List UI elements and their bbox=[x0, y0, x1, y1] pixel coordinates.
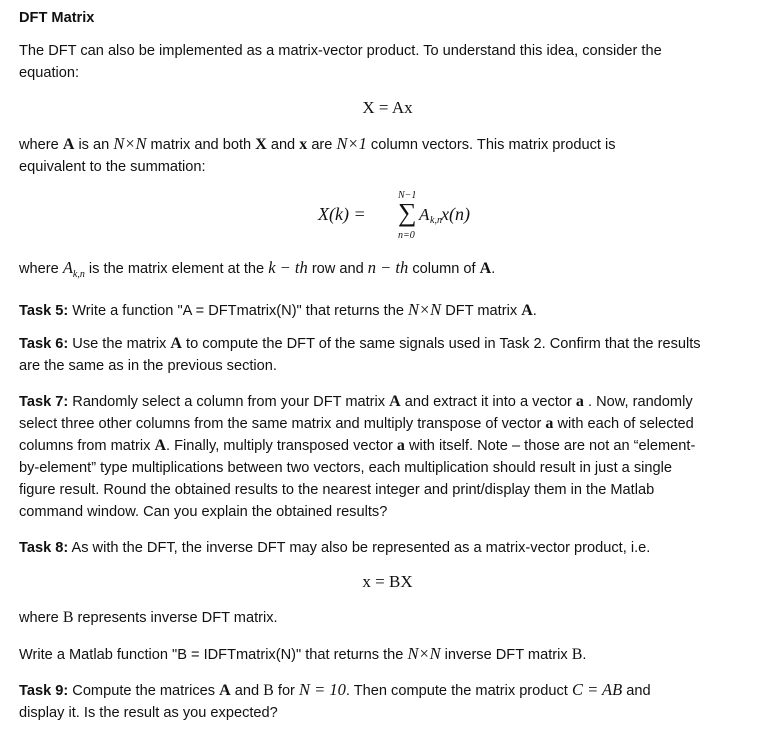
task-8-label: Task 8: bbox=[19, 540, 69, 556]
where-word: where bbox=[19, 137, 59, 153]
task-7-line-3c: with itself. Note – those are not an “element- bbox=[408, 438, 696, 454]
summation-lower-limit: n=0 bbox=[398, 230, 415, 241]
task-9-c-equals-ab: C = AB bbox=[571, 680, 623, 699]
vector-x-upper-symbol: X bbox=[255, 136, 267, 153]
task-7-vector-a-symbol: a bbox=[575, 393, 584, 410]
task-5-label: Task 5: bbox=[19, 303, 69, 319]
task-7-text: Randomly select a column from your DFT matrix bbox=[72, 394, 386, 410]
task-5-text: Write a function "A = DFTmatrix(N)" that returns the bbox=[72, 303, 404, 319]
task-7-vector-a-symbol-3: a bbox=[396, 437, 405, 454]
task-5-text-2: DFT matrix bbox=[445, 303, 518, 319]
intro-paragraph bbox=[19, 40, 761, 84]
task-9-paragraph bbox=[19, 679, 761, 724]
task-9-b-symbol: B bbox=[263, 682, 274, 699]
task-7-line-3a: columns from matrix bbox=[19, 438, 151, 454]
task-6-text-2: to compute the DFT of the same signals used in Task 2. Confirm that the results bbox=[186, 336, 701, 352]
task-9-and: and bbox=[234, 683, 260, 699]
task-9-text-3: and bbox=[626, 683, 651, 699]
n-by-1-symbol: N×1 bbox=[336, 134, 367, 153]
column-of-text: column of bbox=[412, 261, 476, 277]
task-6-a-symbol: A bbox=[170, 335, 182, 352]
task-8-text: As with the DFT, the inverse DFT may also be represented as a matrix-vector product, i.e. bbox=[71, 540, 651, 556]
summation-lhs: X(k) = bbox=[318, 204, 366, 224]
task-5-period: . bbox=[532, 303, 537, 319]
task-6-paragraph bbox=[19, 333, 761, 377]
task-9-a-symbol: A bbox=[219, 682, 231, 699]
task-9-text-2: . Then compute the matrix product bbox=[345, 683, 568, 699]
task-5-nxn-symbol: N×N bbox=[408, 300, 442, 319]
vector-x-lower-symbol: x bbox=[299, 136, 308, 153]
matrix-both-text: matrix and both bbox=[150, 137, 252, 153]
write-function-paragraph bbox=[19, 643, 761, 666]
task-7-line-2a: select three other columns from the same matrix and multiply transpose of vector bbox=[19, 416, 542, 432]
matrix-a-symbol-2: A bbox=[479, 260, 492, 277]
write-function-text-2: inverse DFT matrix bbox=[444, 647, 568, 663]
where-word-3: where bbox=[19, 610, 59, 626]
where-paragraph-3 bbox=[19, 607, 761, 629]
summation-term-subscript: k,n bbox=[430, 215, 442, 226]
summation-equation bbox=[318, 190, 478, 240]
task-9-label: Task 9: bbox=[19, 683, 69, 699]
task-7-label: Task 7: bbox=[19, 394, 69, 410]
task-5-paragraph bbox=[19, 299, 761, 322]
k-th-symbol: k − th bbox=[268, 258, 308, 277]
write-b-symbol: B bbox=[571, 646, 583, 663]
task-7-vector-a-symbol-2: a bbox=[545, 415, 554, 432]
task-9-line-2: display it. Is the result as you expected? bbox=[19, 705, 278, 721]
is-an-text: is an bbox=[78, 137, 110, 153]
task-7-a-symbol-2: A bbox=[154, 437, 166, 454]
matrix-element-text: is the matrix element at the bbox=[88, 261, 265, 277]
column-vectors-text: column vectors. This matrix product is bbox=[370, 137, 616, 153]
n-th-symbol: n − th bbox=[367, 258, 409, 277]
where-word-2: where bbox=[19, 261, 59, 277]
task-6-line-2: are the same as in the previous section. bbox=[19, 358, 277, 374]
task-6-label: Task 6: bbox=[19, 336, 69, 352]
write-function-text: Write a Matlab function "B = IDFTmatrix(N)" that returns the bbox=[19, 647, 404, 663]
where-paragraph-2 bbox=[19, 257, 761, 286]
inverse-dft-text: represents inverse DFT matrix. bbox=[77, 610, 278, 626]
matrix-b-symbol: B bbox=[62, 609, 74, 626]
task-7-line-2b: with each of selected bbox=[557, 416, 694, 432]
summation-upper-limit: N−1 bbox=[398, 190, 417, 201]
write-nxn-symbol: N×N bbox=[407, 644, 441, 663]
matrix-a-symbol: A bbox=[62, 136, 75, 153]
task-7-paragraph bbox=[19, 391, 761, 523]
task-6-text: Use the matrix bbox=[72, 336, 167, 352]
intro-line-2: equation: bbox=[19, 65, 80, 81]
element-a-subscript: k,n bbox=[72, 268, 85, 280]
task-7-line-5: figure result. Round the obtained results to the nearest integer and print/display them in the Matlab bbox=[19, 482, 655, 498]
summation-term-a: A bbox=[419, 205, 430, 224]
equation-x-bx: x = BX bbox=[362, 572, 413, 591]
element-a-symbol: A bbox=[62, 258, 73, 277]
n-by-n-symbol: N×N bbox=[113, 134, 147, 153]
task-7-line-3b: . Finally, multiply transposed vector bbox=[166, 438, 393, 454]
task-7-text-2: and extract it into a vector bbox=[404, 394, 572, 410]
task-9-n-equals-10: N = 10 bbox=[298, 680, 346, 699]
task-9-for: for bbox=[277, 683, 295, 699]
equation-x-ax: X = Ax bbox=[362, 98, 413, 117]
task-8-paragraph bbox=[19, 537, 761, 559]
page-title: DFT Matrix bbox=[19, 10, 95, 26]
and-text: and bbox=[270, 137, 296, 153]
task-7-line-6: command window. Can you explain the obtained results? bbox=[19, 504, 388, 520]
task-7-a-symbol: A bbox=[389, 393, 401, 410]
write-period: . bbox=[582, 647, 587, 663]
where-paragraph-1 bbox=[19, 133, 761, 178]
task-7-line-4: by-element” type multiplications between two vectors, each multiplication should result in just a single bbox=[19, 460, 672, 476]
where-paragraph-1-line-2: equivalent to the summation: bbox=[19, 159, 206, 175]
summation-sigma-symbol: ∑ bbox=[398, 198, 417, 227]
row-and-text: row and bbox=[311, 261, 364, 277]
intro-line-1: The DFT can also be implemented as a matrix-vector product. To understand this idea, consider the bbox=[19, 43, 662, 59]
summation-tail: x(n) bbox=[441, 204, 470, 224]
period: . bbox=[491, 261, 496, 277]
task-5-a-symbol: A bbox=[521, 302, 533, 319]
are-text: are bbox=[311, 137, 333, 153]
task-7-text-3: . Now, randomly bbox=[587, 394, 693, 410]
task-9-text: Compute the matrices bbox=[72, 683, 216, 699]
